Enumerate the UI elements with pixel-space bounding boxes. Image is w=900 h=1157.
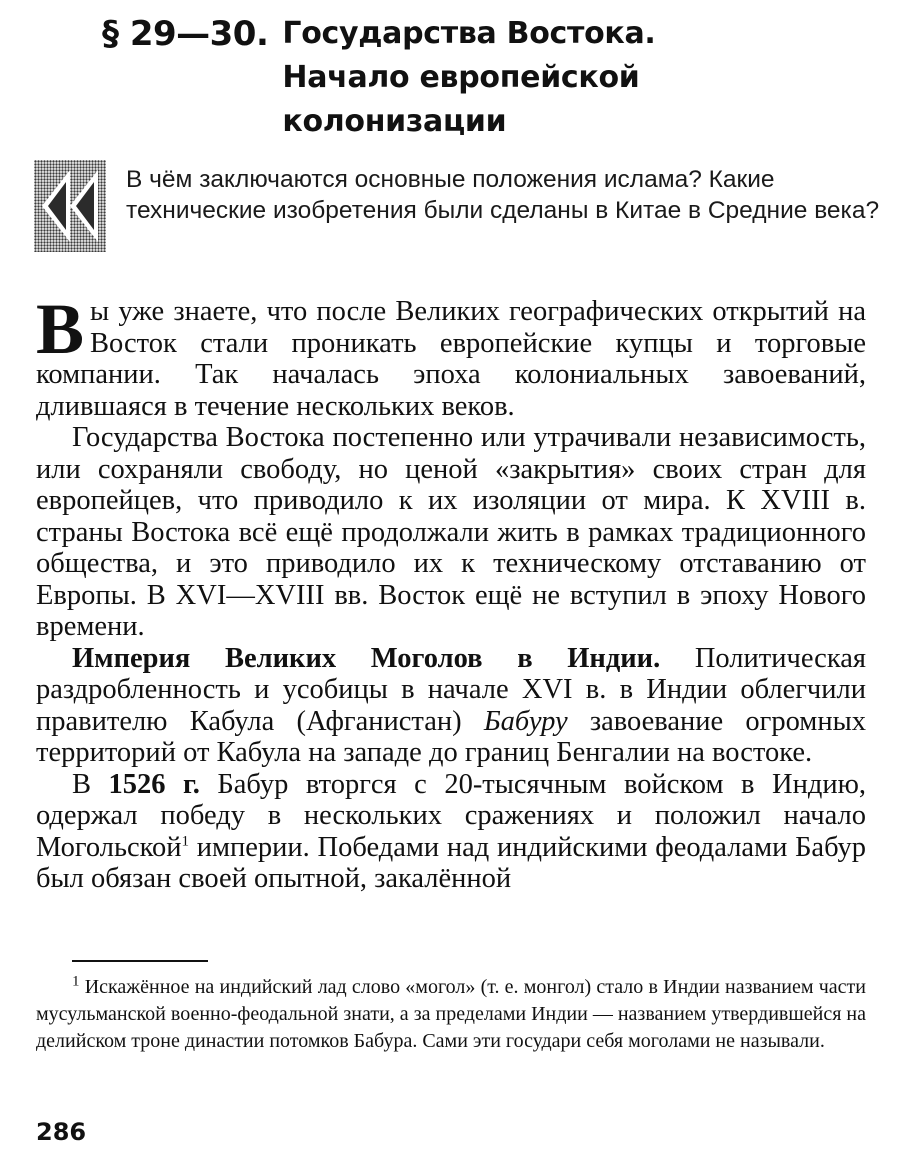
date-emphasis: 1526 г. xyxy=(108,768,200,800)
footnote-marker: 1 xyxy=(72,973,80,990)
section-title-line: Государства Востока. xyxy=(282,16,656,51)
paragraph xyxy=(36,643,866,769)
footnote-divider xyxy=(72,960,208,962)
section-number: § 29—30. xyxy=(102,14,269,54)
paragraph: Государства Востока постепенно или утрачивали независимость, или сохраняли свободу, но ценой «закрытия» своих стран для европейцев, что приводило к их изоляции от мира. К XVIII в. страны Востока всё ещё продолжали жить в рамках традиционного общества, и это приводило их к техническому отставанию от Европы. В XVI—XVIII вв. Восток ещё не вступил в эпоху Нового времени. xyxy=(36,422,866,642)
paragraph-text: завоевание огромных территорий от Кабула на западе до границ Бенгалии на востоке. xyxy=(36,705,866,768)
recall-questions: В чём заключаются основные положения ислама? Какие технические изобретения были сделаны в Китае в Средние века? xyxy=(126,166,880,224)
paragraph xyxy=(36,289,866,422)
footnote-paragraph xyxy=(36,974,866,1055)
recall-block xyxy=(34,160,880,260)
section-title xyxy=(282,12,655,144)
section-heading xyxy=(102,12,656,144)
section-title-line: колонизации xyxy=(282,104,507,139)
recall-arrows-icon xyxy=(34,160,106,252)
drop-cap: В xyxy=(36,289,85,369)
main-text xyxy=(36,289,867,895)
paragraph-text: Бабур вторгся с 20-тысячным войском в Индию, одержал победу в нескольких сражениях и положил начало Могольской xyxy=(36,768,866,863)
name-emphasis: Бабуру xyxy=(483,705,568,737)
paragraph-text: В xyxy=(72,768,109,800)
footnote-text: Искажённое на индийский лад слово «могол» (т. е. монгол) стало в Индии названием части мусульманской военно-феодальной знати, а за пределами Индии — названием утвердившейся на делийском троне династии потомков Бабура. Сами эти государи себя моголами не называли. xyxy=(36,976,866,1052)
subheading: Империя Великих Моголов в Индии. xyxy=(72,642,661,674)
paragraph-text: ы уже знаете, что после Великих географических открытий на Восток стали проникать европейские купцы и торговые компании. Так началась эпоха колониальных завоеваний, длившаяся в течение нескольких веков. xyxy=(36,296,866,422)
footnote xyxy=(36,974,866,1055)
footnote-reference[interactable]: 1 xyxy=(181,833,190,849)
paragraph-text: Политическая раздробленность и усобицы в начале XVI в. в Индии облегчили правителю Кабула (Афганистан) xyxy=(36,642,867,737)
page-number: 286 xyxy=(36,1118,87,1146)
paragraph-text: империи. Победами над индийскими феодалами Бабур был обязан своей опытной, закалённой xyxy=(36,831,866,894)
section-title-line: Начало европейской xyxy=(282,60,640,95)
paragraph xyxy=(36,769,866,895)
